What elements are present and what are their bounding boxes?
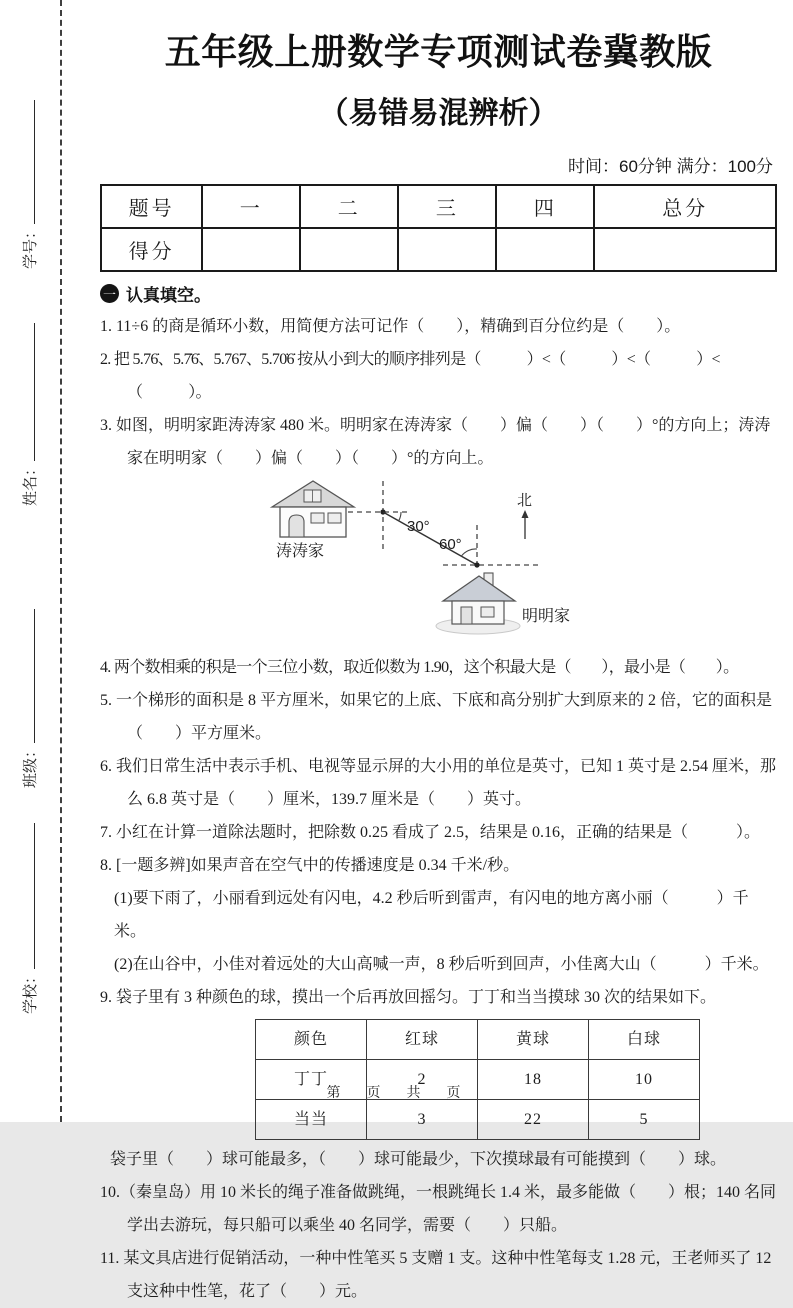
score-empty-cell: [202, 228, 300, 271]
name-blank-line: [20, 323, 35, 461]
mingming-point: [474, 562, 479, 567]
question-8-part-2: (2)在山谷中，小佳对着远处的大山高喊一声，8 秒后听到回声，小佳离大山（ ）千米。: [114, 956, 769, 973]
ball-row-name: 当当: [256, 1100, 367, 1140]
page-subtitle: （易错易混辨析）: [318, 97, 559, 130]
ball-value-cell: 5: [589, 1100, 700, 1140]
student-id-label: 学号：: [22, 223, 39, 269]
class-field: [19, 588, 41, 788]
section-one-header: [100, 281, 777, 306]
north-arrow-icon: [517, 492, 532, 539]
score-table-score-row: [101, 228, 776, 271]
direction-diagram-svg: [240, 477, 760, 649]
north-label: 北: [517, 492, 533, 509]
margin-dashed-separator: [60, 0, 62, 1122]
question-3: 3. 如图，明明家距涛涛家 480 米。明明家在涛涛家（ ）偏（ ）（ ）°的方向上；涛涛家在明明家（ ）偏（ ）（ ）°的方向上。: [100, 417, 771, 467]
mingming-house-icon: [436, 573, 520, 634]
question-4: 4. 两个数相乘的积是一个三位小数，取近似数为 1.90，这个积最大是（ ），最小是（ ）。: [100, 659, 739, 676]
student-id-blank-line: [20, 100, 35, 224]
score-header-cell: 总分: [594, 185, 776, 228]
angle-30-arc: [399, 512, 401, 521]
ball-table-header-row: [256, 1020, 700, 1060]
score-empty-cell: [398, 228, 496, 271]
ball-row-name: 丁丁: [256, 1060, 367, 1100]
ball-results-table: [255, 1019, 700, 1140]
ball-value-cell: 3: [367, 1100, 478, 1140]
class-blank-line: [20, 609, 35, 743]
page-footer: 第 页 共 页: [326, 1084, 467, 1100]
school-blank-line: [20, 823, 35, 969]
ball-value-cell: 10: [589, 1060, 700, 1100]
ball-header-cell: 红球: [367, 1020, 478, 1060]
school-field: [19, 814, 41, 1014]
score-header-cell: 一: [202, 185, 300, 228]
question-8-intro: 8. [一题多辨]如果声音在空气中的传播速度是 0.34 千米/秒。: [100, 857, 520, 874]
ball-header-cell: 黄球: [478, 1020, 589, 1060]
score-table-header-row: [101, 185, 776, 228]
direction-diagram: [100, 475, 777, 651]
angle-60-label: 60°: [439, 536, 462, 553]
taotao-house-icon: [272, 481, 354, 537]
student-id-field: [19, 69, 41, 269]
name-field: [19, 306, 41, 506]
ball-value-cell: 18: [478, 1060, 589, 1100]
ball-value-cell: 2: [367, 1060, 478, 1100]
time-and-score-info: 时间：60分钟 满分：100分: [568, 157, 773, 176]
score-empty-cell: [496, 228, 594, 271]
class-label: 班级：: [22, 742, 39, 788]
question-7: 7. 小红在计算一道除法题时，把除数 0.25 看成了 2.5，结果是 0.16，正确的结果是（ ）。: [100, 824, 761, 841]
name-label: 姓名：: [22, 460, 39, 506]
mingming-house-label: 明明家: [522, 608, 571, 625]
question-9-conclusion: 袋子里（ ）球可能最多，（ ）球可能最少，下次摸球最有可能摸到（ ）球。: [110, 1151, 727, 1168]
score-header-cell: 二: [300, 185, 398, 228]
section-one-title: 认真填空。: [126, 286, 211, 305]
question-11: 11. 某文具店进行促销活动，一种中性笔买 5 支赠 1 支。这种中性笔每支 1.28 元，王老师买了 12 支这种中性笔，花了（ ）元。: [100, 1250, 772, 1300]
sight-line: [383, 512, 477, 565]
score-header-cell: 三: [398, 185, 496, 228]
score-table: [100, 184, 777, 272]
question-5: 5. 一个梯形的面积是 8 平方厘米，如果它的上底、下底和高分别扩大到原来的 2 倍，它的面积是（ ）平方厘米。: [100, 692, 773, 742]
question-1: 1. 11÷6 的商是循环小数，用简便方法可记作（ ），精确到百分位约是（ ）。: [100, 318, 681, 335]
page-title: 五年级上册数学专项测试卷冀教版: [164, 31, 713, 72]
angle-30-label: 30°: [407, 518, 430, 535]
question-9-intro: 9. 袋子里有 3 种颜色的球，摸出一个后再放回摇匀。丁丁和当当摸球 30 次的结果如下。: [100, 989, 717, 1006]
score-empty-cell: [594, 228, 776, 271]
score-header-cell: 四: [496, 185, 594, 228]
score-row-label: 得分: [101, 228, 202, 271]
ball-header-cell: 颜色: [256, 1020, 367, 1060]
ball-header-cell: 白球: [589, 1020, 700, 1060]
question-10: 10.（秦皇岛）用 10 米长的绳子准备做跳绳，一根跳绳长 1.4 米，最多能做（ ）根；140 名同学出去游玩，每只船可以乘坐 40 名同学，需要（ ）只船。: [100, 1184, 777, 1234]
ball-value-cell: 22: [478, 1100, 589, 1140]
taotao-house-label: 涛涛家: [276, 543, 325, 560]
question-6: 6. 我们日常生活中表示手机、电视等显示屏的大小用的单位是英寸，已知 1 英寸是 2.54 厘米，那么 6.8 英寸是（ ）厘米，139.7 厘米是（ ）英寸。: [100, 758, 777, 808]
section-one-badge-icon: 一: [100, 284, 119, 303]
score-header-cell: 题号: [101, 185, 202, 228]
school-label: 学校：: [22, 968, 39, 1014]
score-empty-cell: [300, 228, 398, 271]
question-2: 2. 把 5.76̇、5.7̇6̇、5.767、5.70̇6̇ 按从小到大的顺序排列是（ ）<（ ）<（ ）<（ ）。: [100, 351, 720, 401]
question-8-part-1: (1)要下雨了，小丽看到远处有闪电，4.2 秒后听到雷声，有闪电的地方离小丽（ ）千米。: [114, 890, 749, 940]
angle-60-arc: [461, 549, 477, 556]
ball-table-row-dangdang: [256, 1100, 700, 1140]
